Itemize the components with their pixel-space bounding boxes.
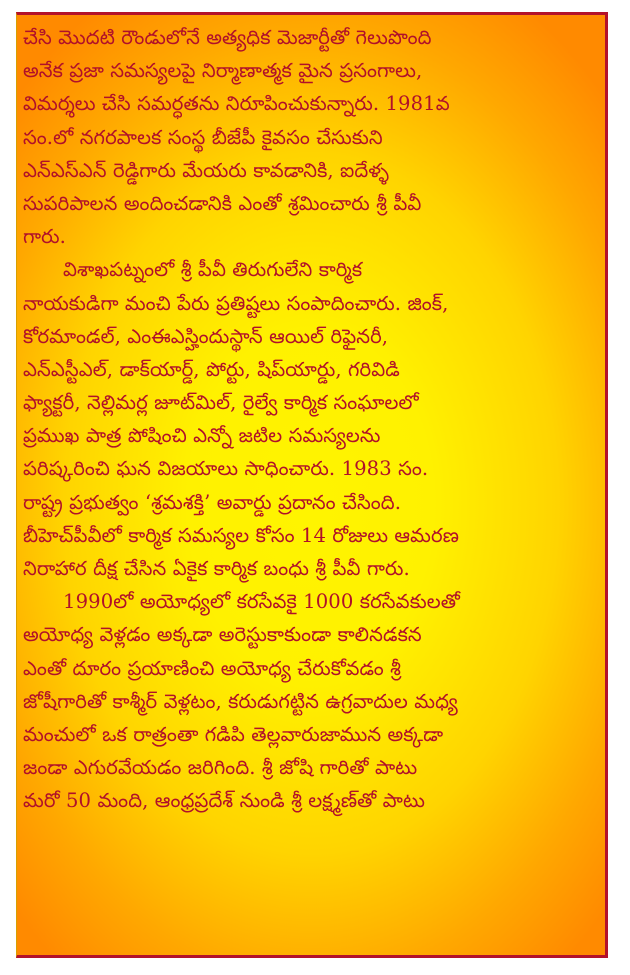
- text-line: పరిష్కరించి ఘన విజయాలు సాధించారు. 1983 సం.: [23, 457, 429, 481]
- text-line: ఫ్యాక్టరీ, నెల్లిమర్ల జూట్‌మిల్, రైల్వే కార్మిక సంఘాలలో: [23, 391, 419, 415]
- paragraph-start-line: విశాఖపట్నంలో శ్రీ పీవీ తిరుగులేని కార్మిక: [63, 258, 363, 282]
- text-line: విమర్శలు చేసి సమర్ధతను నిరూపించుకున్నారు. 1981వ: [23, 92, 450, 116]
- text-line: జోషీగారితో కాశ్మీర్ వెళ్లటం, కరుడుగట్టిన ఉగ్రవాదుల మధ్య: [23, 689, 458, 713]
- article-page: [16, 12, 608, 958]
- text-line: బీహెచ్‌పీవీలో కార్మిక సమస్యల కోసం 14 రోజులు ఆమరణ: [23, 523, 459, 547]
- text-line: సం.లో నగరపాలక సంస్థ బీజేపీ కైవసం చేసుకుని: [23, 125, 383, 149]
- text-line: ప్రముఖ పాత్ర పోషించి ఎన్నో జటిల సమస్యలను: [23, 424, 381, 448]
- text-line: అనేక ప్రజా సమస్యలపై నిర్మాణాత్మక మైన ప్రసంగాలు,: [23, 59, 423, 83]
- text-line: చేసి మొదటి రౌండులోనే అత్యధిక మెజార్టీతో గెలుపొంది: [23, 26, 432, 49]
- text-line: ఎన్ఎస్టీఎల్, డాక్‌యార్డ్, పోర్టు, షిప్‌యార్డు, గరివిడి: [23, 357, 400, 381]
- text-line: రాష్ట్ర ప్రభుత్వం ‘శ్రమశక్తి’ అవార్డు ప్రదానం చేసింది.: [23, 490, 402, 514]
- paragraph-start-line: 1990లో అయోధ్యలో కరసేవకై 1000 కరసేవకులతో: [63, 590, 461, 614]
- text-line: గారు.: [23, 225, 66, 249]
- article-body: [23, 21, 601, 818]
- text-line: నిరాహార దీక్ష చేసిన ఏకైక కార్మిక బంధు శ్రీ పీవీ గారు.: [23, 557, 410, 580]
- text-line: మంచులో ఒక రాత్రంతా గడిపి తెల్లవారుజామున అక్కడా: [23, 722, 444, 746]
- text-line: అయోధ్య వెళ్లడం అక్కడా అరెస్టుకాకుండా కాలినడకన: [23, 623, 422, 647]
- text-line: కోరమాండల్, ఎంఈఎస్హిందుస్థాన్ ఆయిల్ రిఫైనరీ,: [23, 324, 389, 348]
- text-line: మరో 50 మంది, ఆంధ్రప్రదేశ్ నుండి శ్రీ లక్ష్మణ్‌తో పాటు: [23, 789, 425, 813]
- text-line: ఎంతో దూరం ప్రయాణించి అయోధ్య చేరుకోవడం శ్రీ: [23, 656, 401, 680]
- text-line: జండా ఎగురవేయడం జరిగింది. శ్రీ జోషి గారితో పాటు: [23, 756, 418, 780]
- text-line: నాయకుడిగా మంచి పేరు ప్రతిష్టలు సంపాదించారు. జింక్,: [23, 291, 449, 315]
- text-line: సుపరిపాలన అందించడానికి ఎంతో శ్రమించారు శ్రీ పీవీ: [23, 191, 422, 215]
- text-line: ఎన్ఎస్ఎన్ రెడ్డిగారు మేయరు కావడానికి, ఐదేళ్ళ: [23, 158, 390, 182]
